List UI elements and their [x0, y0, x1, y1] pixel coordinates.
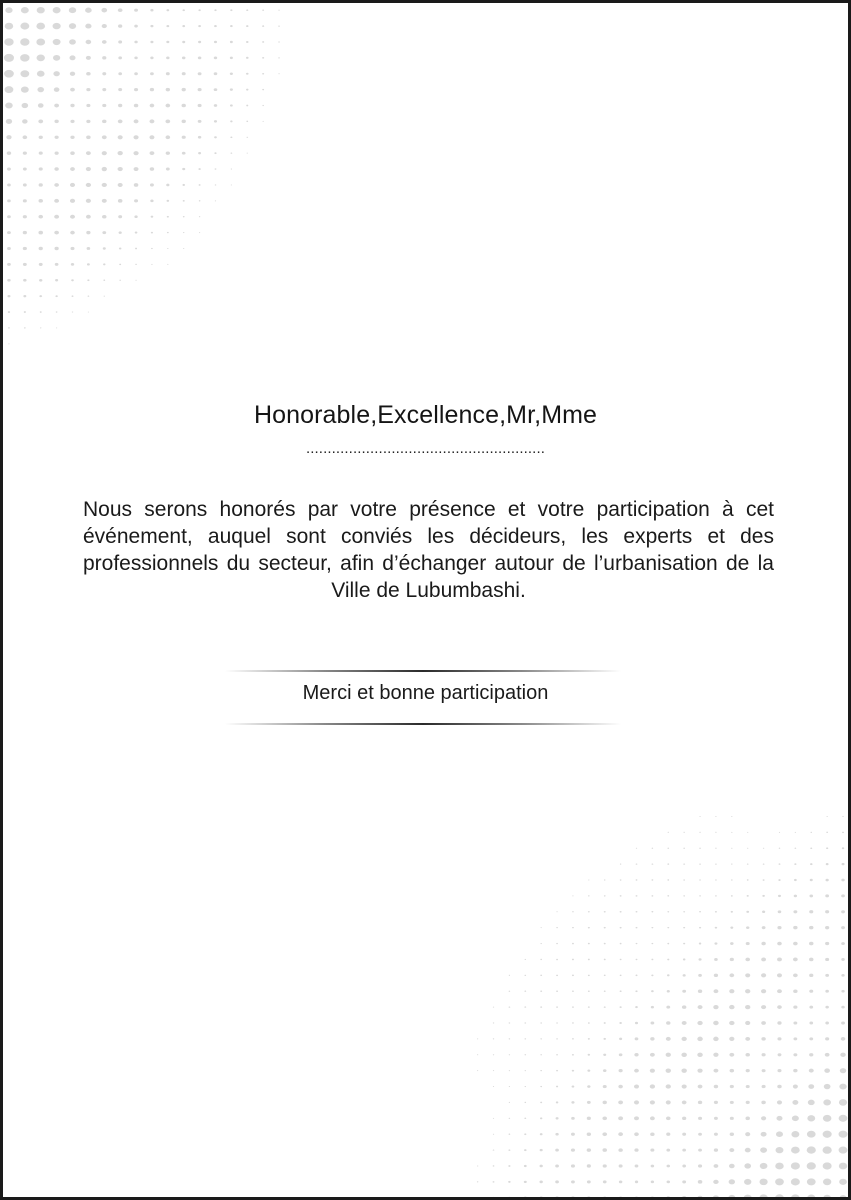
divider-bottom	[225, 723, 621, 725]
salutation-heading: Honorable,Excellence,Mr,Mme	[253, 401, 598, 429]
card-content	[3, 3, 848, 1197]
name-fill-line: ........................................................	[306, 440, 545, 457]
closing-text: Merci et bonne participation	[302, 682, 549, 704]
divider-top	[225, 670, 621, 672]
invitation-message: Nous serons honorés par votre présence et votre participation à cet événement, auquel sont conviés les décideurs, les experts et des professionnels du secteur, afin d’échanger autour de l’urbanisation de la Ville de Lubumbashi.	[83, 498, 774, 602]
